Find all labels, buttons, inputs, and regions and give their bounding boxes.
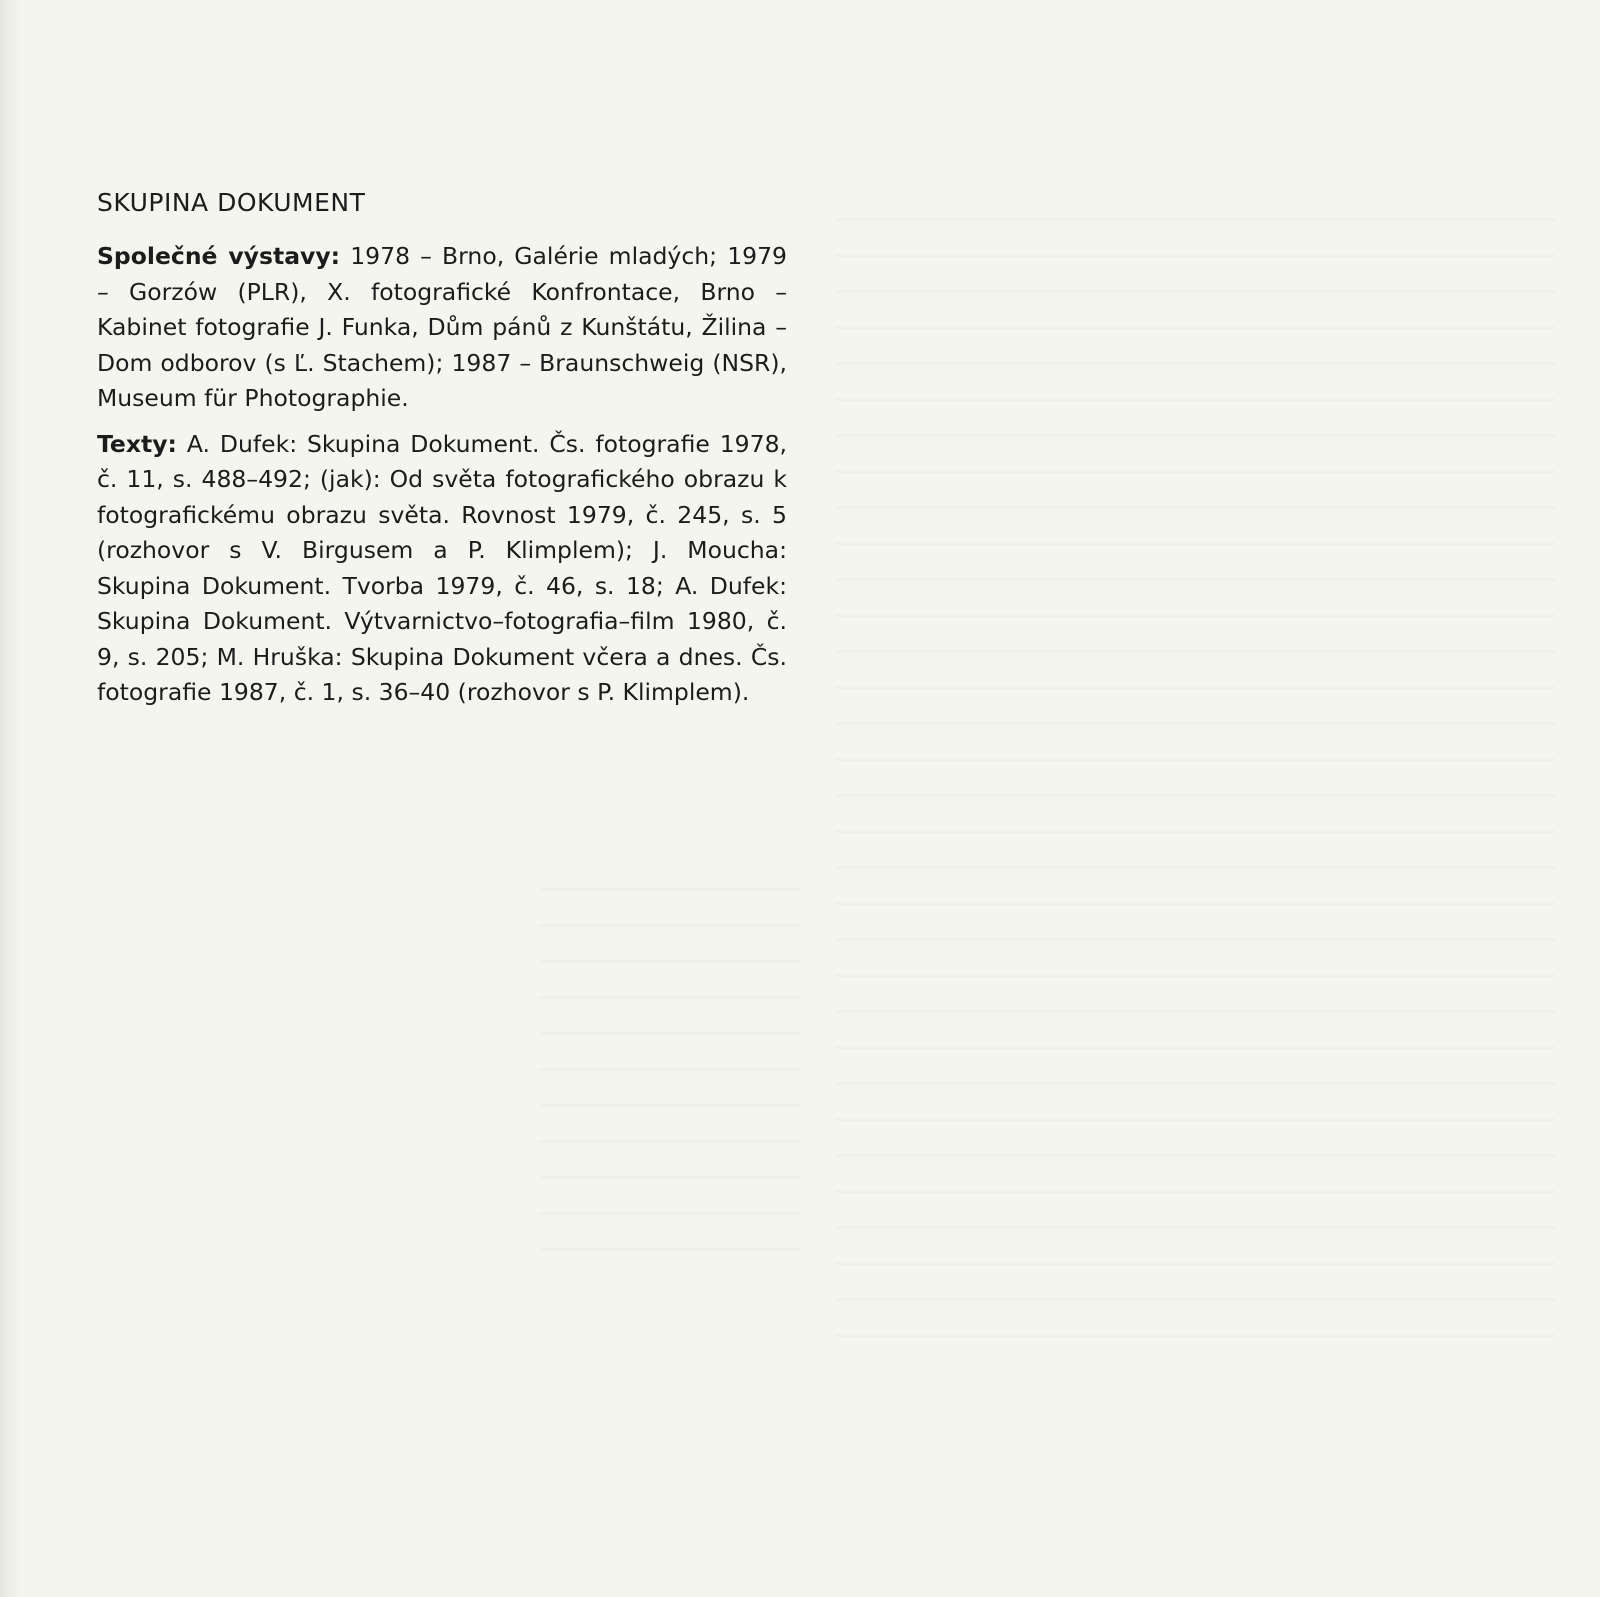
section-heading: SKUPINA DOKUMENT [97, 188, 366, 217]
text-block [97, 186, 787, 721]
texts-paragraph [97, 427, 787, 711]
texts-text: A. Dufek: Skupina Dokument. Čs. fotografie 1978, č. 11, s. 488–492; (jak): Od světa fotografického obrazu k fotografickému obrazu světa. Rovnost 1979, č. 245, s. 5 (rozhovor s V. Birgusem a P. Klimplem); J. Moucha: Skupina Dokument. Tvorba 1979, č. 46, s. 18; A. Dufek: Skupina Dokument. Výtvarnictvo–fotografia–film 1980, č. 9, s. 205; M. Hruška: Skupina Dokument včera a dnes. Čs. fotografie 1987, č. 1, s. 36–40 (rozhovor s P. Klimplem). [97, 429, 787, 706]
exhibitions-text: 1978 – Brno, Galérie mladých; 1979 – Gorzów (PLR), X. fotografické Konfrontace, Brno – Kabinet fotografie J. Funka, Dům pánů z Kunštátu, Žilina – Dom odborov (s Ľ. Stachem); 1987 – Braunschweig (NSR), Museum für Photographie. [97, 242, 788, 412]
page-binding-edge [0, 0, 22, 1597]
texts-label: Texty: [97, 429, 177, 458]
bleed-through-text-center [540, 860, 800, 1280]
exhibitions-paragraph [97, 239, 787, 417]
exhibitions-label: Společné výstavy: [97, 242, 341, 270]
bleed-through-text [835, 190, 1555, 1340]
